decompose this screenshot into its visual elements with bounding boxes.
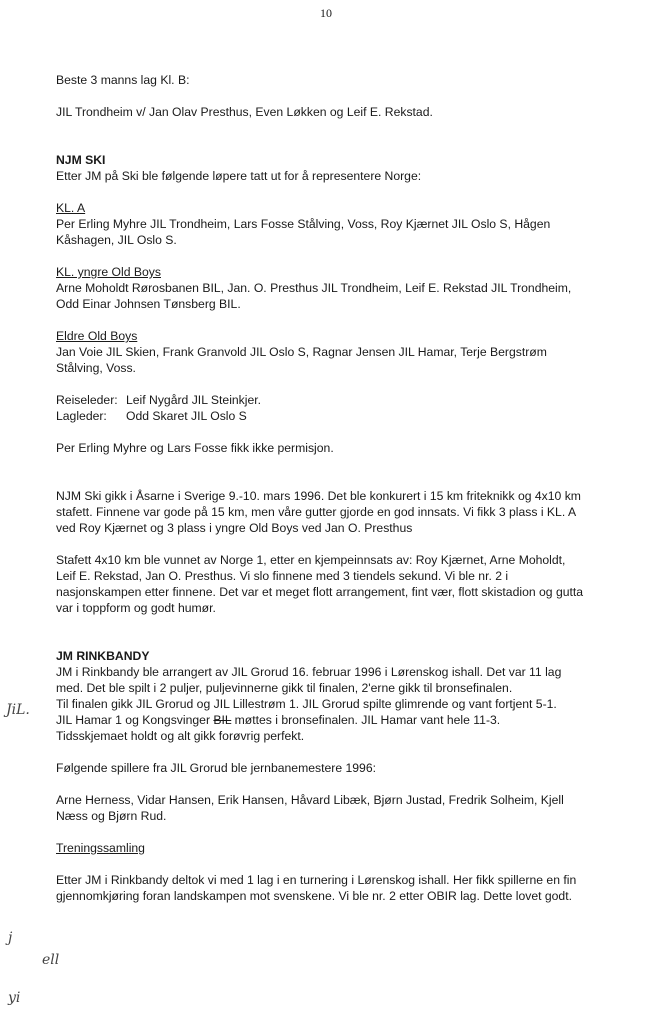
margin-note: j: [8, 930, 13, 946]
jm-line: Tidsskjemaet holdt og alt gikk forøvrig perfekt.: [56, 729, 305, 743]
jm-line-part: JIL Hamar 1 og Kongsvinger: [56, 713, 214, 727]
asarne-line: NJM Ski gikk i Åsarne i Sverige 9.-10. mars 1996. Det ble konkurert i 15 km friteknikk og 4x10 km: [56, 489, 581, 503]
lagleder-label: Lagleder:: [56, 409, 107, 423]
kla-line: Per Erling Myhre JIL Trondheim, Lars Fosse Stålving, Voss, Roy Kjærnet JIL Oslo S, Hågen: [56, 217, 551, 231]
reiseleder-label: Reiseleder:: [56, 393, 118, 407]
jm-heading: JM RINKBANDY: [56, 649, 150, 663]
trening-line: Etter JM i Rinkbandy deltok vi med 1 lag i en turnering i Lørenskog ishall. Her fikk spillerne en fin: [56, 873, 577, 887]
trening-line: gjennomkjøring foran landskampen mot svenskene. Vi ble nr. 2 etter OBIR lag. Dette lovet godt.: [56, 889, 572, 903]
jm-line: Til finalen gikk JIL Grorud og JIL Lillestrøm 1. JIL Grorud spilte glimrende og vant fortjent 5-1.: [56, 697, 557, 711]
stafett-line: var i toppform og godt humør.: [56, 601, 216, 615]
yngre-line: Arne Moholdt Rørosbanen BIL, Jan. O. Presthus JIL Trondheim, Leif E. Rekstad JIL Trondheim,: [56, 281, 572, 295]
njm-intro: Etter JM på Ski ble følgende løpere tatt ut for å representere Norge:: [56, 169, 422, 183]
asarne-line: ved Roy Kjærnet og 3 plass i yngre Old Boys ved Jan O. Presthus: [56, 521, 413, 535]
yngre-line: Odd Einar Johnsen Tønsberg BIL.: [56, 297, 241, 311]
reiseleder-value: Leif Nygård JIL Steinkjer.: [126, 393, 262, 407]
jm-line: JM i Rinkbandy ble arrangert av JIL Grorud 16. februar 1996 i Lørenskog ishall. Det var 11 lag: [56, 665, 562, 679]
margin-note: ell: [42, 952, 60, 968]
jm-line: [56, 712, 636, 728]
spillere-intro: Følgende spillere fra JIL Grorud ble jernbanemestere 1996:: [56, 761, 376, 775]
eldre-line: Jan Voie JIL Skien, Frank Granvold JIL Oslo S, Ragnar Jensen JIL Hamar, Terje Bergstrøm: [56, 345, 547, 359]
stafett-line: nasjonskampen etter finnene. Det var et meget flott arrangement, fint vær, flott skistadion og gutta: [56, 585, 584, 599]
jm-line-part: møttes i bronsefinalen. JIL Hamar vant hele 11-3.: [231, 713, 501, 727]
njm-heading: NJM SKI: [56, 153, 106, 167]
jm-line: med. Det ble spilt i 2 puljer, puljevinnerne gikk til finalen, 2'erne gikk til bronsefinalen.: [56, 681, 513, 695]
document-body: [56, 72, 636, 904]
trening-heading: Treningssamling: [56, 841, 145, 855]
spillere-line: Næss og Bjørn Rud.: [56, 809, 167, 823]
stafett-line: Leif E. Rekstad, Jan O. Presthus. Vi slo finnene med 3 tiendels sekund. Vi ble nr. 2 i: [56, 569, 509, 583]
stafett-line: Stafett 4x10 km ble vunnet av Norge 1, etter en kjempeinnsats av: Roy Kjærnet, Arne Moholdt,: [56, 553, 566, 567]
lag-text: JIL Trondheim v/ Jan Olav Presthus, Even Løkken og Leif E. Rekstad.: [56, 105, 433, 119]
struck-word: BIL: [213, 713, 232, 727]
lagleder-value: Odd Skaret JIL Oslo S: [126, 409, 247, 423]
page-number: 10: [320, 6, 332, 20]
permisjon-text: Per Erling Myhre og Lars Fosse fikk ikke permisjon.: [56, 441, 334, 455]
lag-heading: Beste 3 manns lag Kl. B:: [56, 73, 190, 87]
yngre-heading: KL. yngre Old Boys: [56, 265, 161, 279]
spillere-line: Arne Herness, Vidar Hansen, Erik Hansen, Håvard Libæk, Bjørn Justad, Fredrik Solheim, Kjell: [56, 793, 564, 807]
margin-note: yi: [8, 990, 21, 1006]
reiseleder-row: [56, 392, 636, 408]
kla-line: Kåshagen, JIL Oslo S.: [56, 233, 177, 247]
eldre-line: Stålving, Voss.: [56, 361, 136, 375]
margin-note-jil: JiL.: [6, 702, 30, 718]
lagleder-row: [56, 408, 636, 424]
eldre-heading: Eldre Old Boys: [56, 329, 138, 343]
kla-heading: KL. A: [56, 201, 86, 215]
asarne-line: stafett. Finnene var gode på 15 km, men våre gutter gjorde en god innsats. Vi fikk 3 plass i KL. A: [56, 505, 577, 519]
